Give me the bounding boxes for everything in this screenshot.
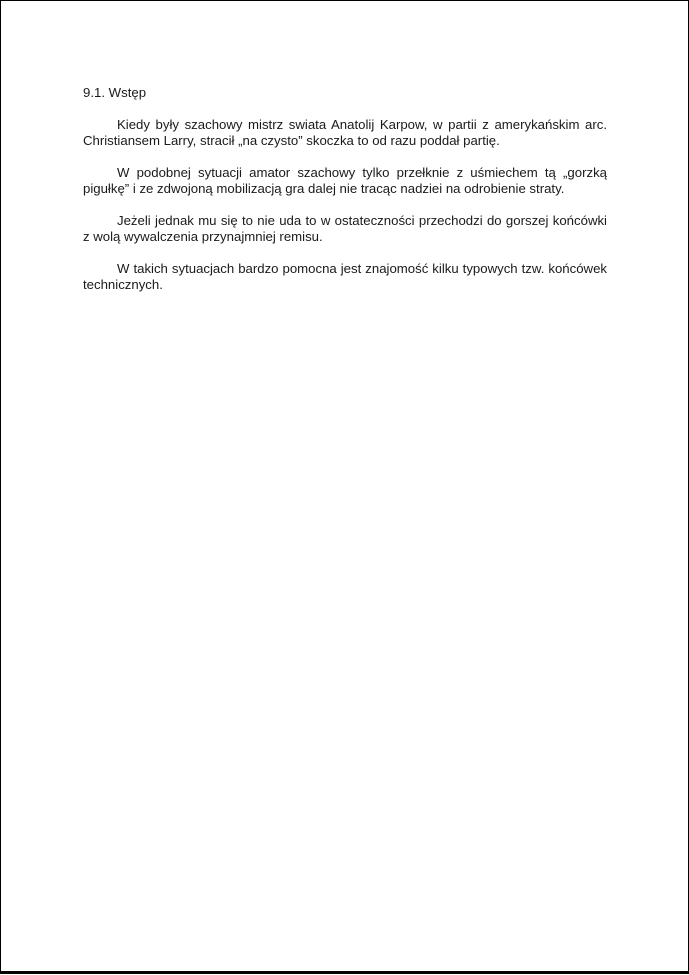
paragraph: W takich sytuacjach bardzo pomocna jest znajomość kilku typowych tzw. końcówek technicznych. bbox=[83, 261, 607, 292]
section-heading: 9.1. Wstęp bbox=[83, 85, 147, 100]
page-content bbox=[83, 85, 607, 309]
paragraph: Jeżeli jednak mu się to nie uda to w ostateczności przechodzi do gorszej końcówki z wolą wywalczenia przynajmniej remisu. bbox=[83, 213, 607, 244]
paragraph: Kiedy były szachowy mistrz swiata Anatolij Karpow, w partii z amerykańskim arc. Christiansem Larry, stracił „na czysto” skoczka to od razu poddał partię. bbox=[83, 117, 607, 148]
paragraph: W podobnej sytuacji amator szachowy tylko przełknie z uśmiechem tą „gorzką pigułkę” i ze zdwojoną mobilizacją gra dalej nie tracąc nadziei na odrobienie straty. bbox=[83, 165, 607, 196]
